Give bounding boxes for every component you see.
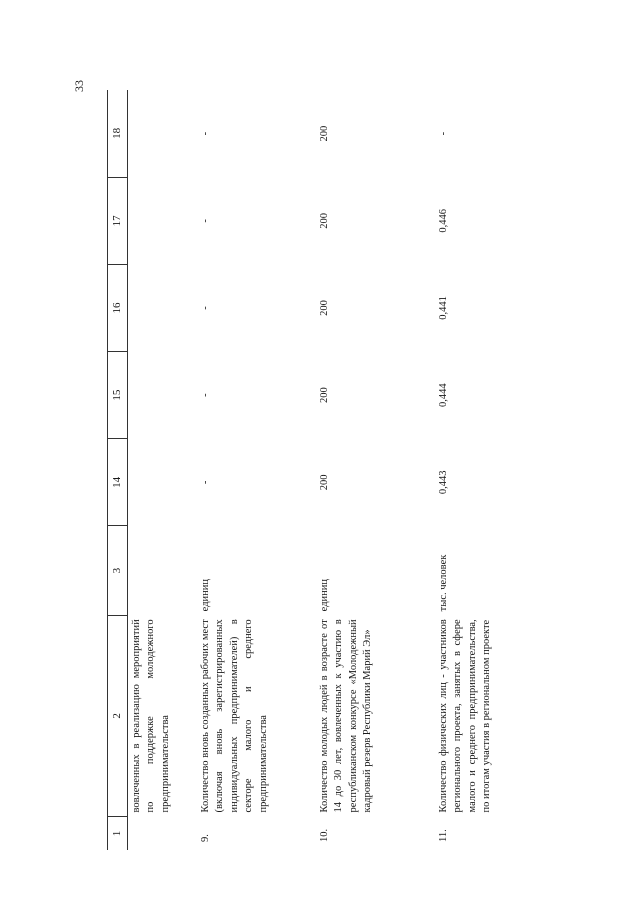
header-col-17: 17: [108, 177, 128, 264]
row-value: 200: [319, 300, 330, 316]
row-value: 200: [319, 474, 330, 491]
header-col-16: 16: [108, 264, 128, 351]
row-value: [128, 264, 193, 351]
row-value: [128, 90, 193, 177]
table-row: [192, 90, 311, 850]
row-value: 200: [319, 125, 330, 142]
row-number: 11.: [438, 829, 449, 842]
header-col-18: 18: [108, 90, 128, 177]
row-description: Количество молодых людей в возрасте от 14 до 30 лет, вовлеченных к участию в республиканском конкурсе «Молодежный кадровый резерв Республики Марий Эл»: [319, 619, 374, 813]
row-description: Количество физических лиц - участников регионального проекта, занятых в сфере малого и среднего предпринимательства, по итогам участия в региональном проекте: [438, 619, 493, 813]
row-number: 10.: [319, 828, 330, 842]
table-row: [128, 90, 193, 850]
row-value: -: [200, 480, 211, 485]
row-value: -: [200, 131, 211, 136]
row-value: -: [200, 306, 211, 310]
header-col-3: 3: [108, 526, 128, 615]
row-unit: единиц: [200, 578, 211, 612]
row-value: 200: [319, 387, 330, 404]
row-value: [128, 352, 193, 439]
row-value: -: [200, 219, 211, 223]
row-unit: единиц: [319, 578, 330, 612]
row-description: вовлеченных в реализацию мероприятий по поддержке молодежного предпринимательства: [131, 619, 171, 813]
row-value: -: [200, 393, 211, 397]
row-value: [128, 177, 193, 264]
row-unit: [128, 526, 193, 615]
rotated-table-container: [107, 90, 532, 850]
table-row: [430, 90, 549, 850]
row-value: 0,444: [438, 383, 449, 407]
row-description: Количество вновь созданных рабочих мест (включая вновь зарегистрированных индивидуальных предпринимателей) в секторе малого и среднего предпринимательства: [200, 619, 269, 813]
page-number: 33: [72, 80, 86, 92]
header-col-1: 1: [108, 816, 128, 850]
indicators-table: [107, 90, 549, 850]
row-number: 9.: [200, 834, 211, 842]
header-col-15: 15: [108, 352, 128, 439]
table-row: [311, 90, 430, 850]
header-col-2: 2: [108, 615, 128, 816]
row-value: 0,446: [438, 209, 449, 233]
row-value: 200: [319, 212, 330, 229]
table-header: [108, 90, 128, 850]
row-value: 0,441: [438, 296, 449, 320]
row-value: 0,443: [438, 470, 449, 495]
row-value: -: [438, 131, 449, 136]
row-value: [128, 439, 193, 526]
header-col-14: 14: [108, 439, 128, 526]
row-unit: тыс. человек: [438, 554, 449, 612]
row-number: [128, 816, 193, 850]
